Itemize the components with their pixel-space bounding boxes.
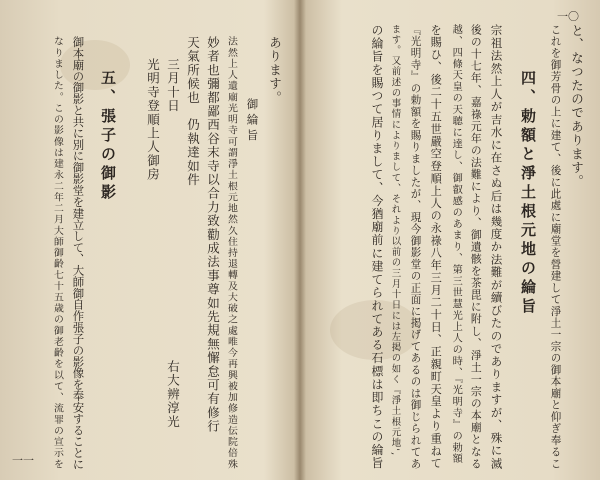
text-column: の綸旨を賜つて居りまして、今猶廟前に建てられてある石標は即ちこの綸旨 xyxy=(369,24,384,470)
text-column: 『光明寺』の勅額を賜りましたが、現今御影堂の正面に掲げてあるのは御じられてあ xyxy=(409,24,422,470)
signatory: 右大辨淳光 xyxy=(165,360,181,429)
page-number: 一一 xyxy=(12,454,34,467)
text-column: 三月十日 xyxy=(165,58,181,113)
page-number: 一〇 xyxy=(557,10,579,23)
text-column: 越、四條天皇の天聴に達し、御叡感のあまり、第三世慧光上人の時、『光明寺』の勅額 xyxy=(450,24,462,465)
left-page xyxy=(0,0,298,480)
text-column: 妙者也彌都鄙西谷末寺以合力致勸成法事尊如先規無懈怠可有修行 xyxy=(205,36,221,434)
text-column: なりました。この影像は建永二年二月大師御齡七十五歳の御老齡を以て、流罪の宣示を xyxy=(51,36,63,470)
text-column: あります。 xyxy=(267,36,283,105)
addressee: 光明寺登順上人御房 xyxy=(145,58,161,182)
text-column: を賜ひ、後二十五世嚴空登順上人の永祿八年三月二十日、正親町天皇より重ねて xyxy=(429,24,443,470)
text-column: 御本廟の御影と共に別に御影堂を建立して、大師御自作張子の影像を奉安することに xyxy=(71,36,86,470)
text-column: 法然上人遺廟光明寺可謂淨土根元地然久住持退轉及大破之處唯今再興被加修造伝院倍殊 xyxy=(225,36,237,470)
section-heading: 五、張子の御影 xyxy=(99,70,117,203)
text-column: ます。又前述の事情によりまして、それより以前の三月十日には左掲の如く『淨土根元地', xyxy=(389,24,401,457)
text-column: 宗祖法然上人が吉水に在さぬ后は幾度か法難が續びたのでありますが、殊に滅 xyxy=(489,24,504,470)
text-column: これを御芳骨の上に建て、後に此處に廟堂を營建して淨土一宗の御本廟と仰ぎ奉るこ xyxy=(549,24,562,470)
document-title: 御綸旨 xyxy=(245,98,260,145)
right-page xyxy=(302,0,600,480)
text-column: 後の十七年、嘉祿元年の法難により、御遺骸を茶毘に附し、淨土一宗の本廟となる xyxy=(469,24,483,470)
text-column: と、なつたのであります。 xyxy=(569,24,585,189)
section-heading: 四、勅額と淨土根元地の綸旨 xyxy=(519,70,537,317)
text-column: 天氣所候也 仍執達如件 xyxy=(185,36,201,187)
